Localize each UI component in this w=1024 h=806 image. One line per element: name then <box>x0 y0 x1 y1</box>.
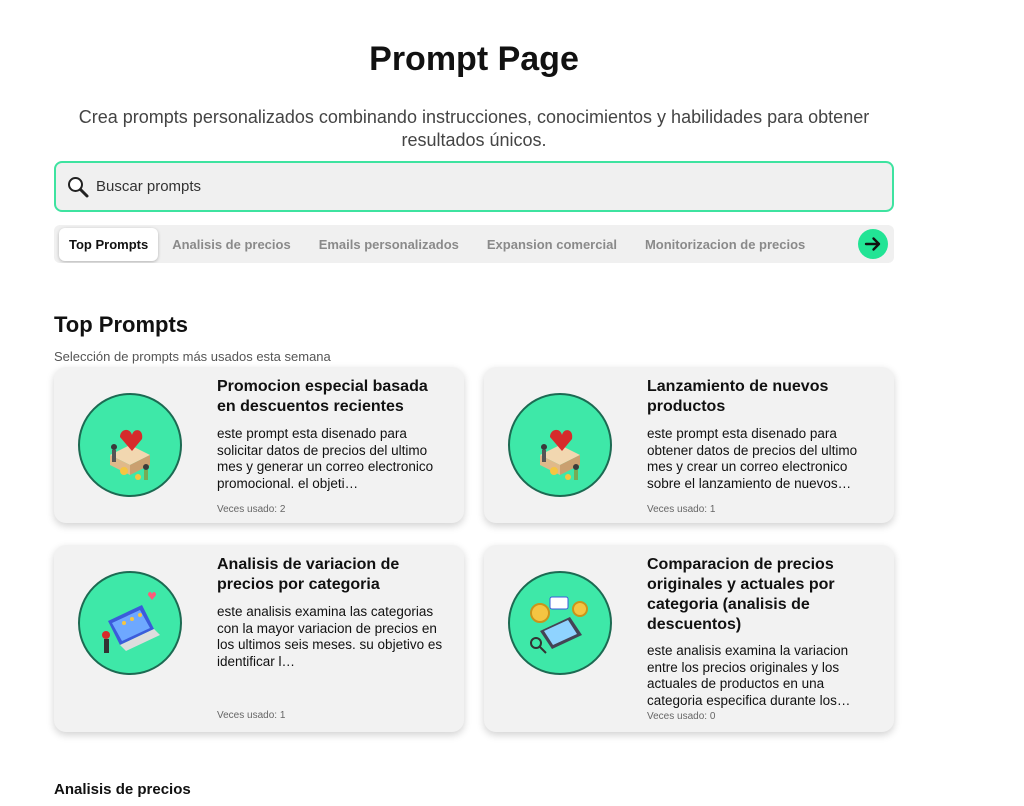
prompt-card[interactable] <box>484 545 894 732</box>
prompt-card-usage: Veces usado: 1 <box>217 710 286 721</box>
prompt-card-title: Promocion especial basada en descuentos recientes <box>217 378 428 415</box>
prompt-card-description: este prompt esta disenado para solicitar datos de precios del ultimo mes y generar un correo electronico promocional. el objeti… <box>217 426 434 491</box>
prompt-illustration <box>508 571 612 675</box>
prompt-card-description: este prompt esta disenado para obtener datos de precios del ultimo mes y crear un correo electronico sobre el lanzamiento de nuevos… <box>647 426 858 491</box>
prompt-card-title: Analisis de variacion de precios por categoria <box>217 556 400 593</box>
category-tabs <box>54 225 894 263</box>
tab-top-prompts[interactable]: Top Prompts <box>59 228 158 261</box>
tab-emails-personalizados[interactable]: Emails personalizados <box>318 236 459 252</box>
prompt-card-description: este analisis examina la variacion entre los precios originales y los actuales de productos en una categoria especifica durante los… <box>647 643 851 708</box>
prompt-illustration <box>508 393 612 497</box>
prompt-card-usage: Veces usado: 2 <box>217 504 286 515</box>
prompt-illustration <box>78 393 182 497</box>
prompt-card-usage: Veces usado: 1 <box>647 504 716 515</box>
section-title: Top Prompts <box>54 312 189 337</box>
magnifier-icon <box>66 175 90 199</box>
prompt-card[interactable] <box>484 367 894 523</box>
prompt-card-title: Comparacion de precios originales y actuales por categoria (analisis de descuentos) <box>647 556 835 633</box>
search-bar[interactable] <box>54 161 894 212</box>
prompt-card-usage: Veces usado: 0 <box>647 711 716 722</box>
prompt-illustration <box>78 571 182 675</box>
prompt-card[interactable] <box>54 367 464 523</box>
prompt-card-title: Lanzamiento de nuevos productos <box>647 378 829 415</box>
page-subtitle: Crea prompts personalizados combinando instrucciones, conocimientos y habilidades para obtener resultados únicos. <box>78 107 870 150</box>
prompt-card[interactable] <box>54 545 464 732</box>
section-subtitle: Selección de prompts más usados esta semana <box>54 349 331 364</box>
page-title: Prompt Page <box>369 40 579 78</box>
tab-expansion-comercial[interactable]: Expansion comercial <box>486 236 617 252</box>
section-heading-analisis-de-precios: Analisis de precios <box>54 781 191 798</box>
prompt-card-description: este analisis examina las categorias con la mayor variacion de precios en los ultimos seis meses. su objetivo es identificar l… <box>217 604 443 669</box>
tab-monitorizacion-de-precios[interactable]: Monitorizacion de precios <box>644 236 806 252</box>
tab-analisis-de-precios[interactable]: Analisis de precios <box>172 236 291 252</box>
arrow-right-icon <box>864 235 882 253</box>
search-input[interactable] <box>94 177 858 196</box>
tabs-scroll-next-button[interactable] <box>858 229 888 259</box>
